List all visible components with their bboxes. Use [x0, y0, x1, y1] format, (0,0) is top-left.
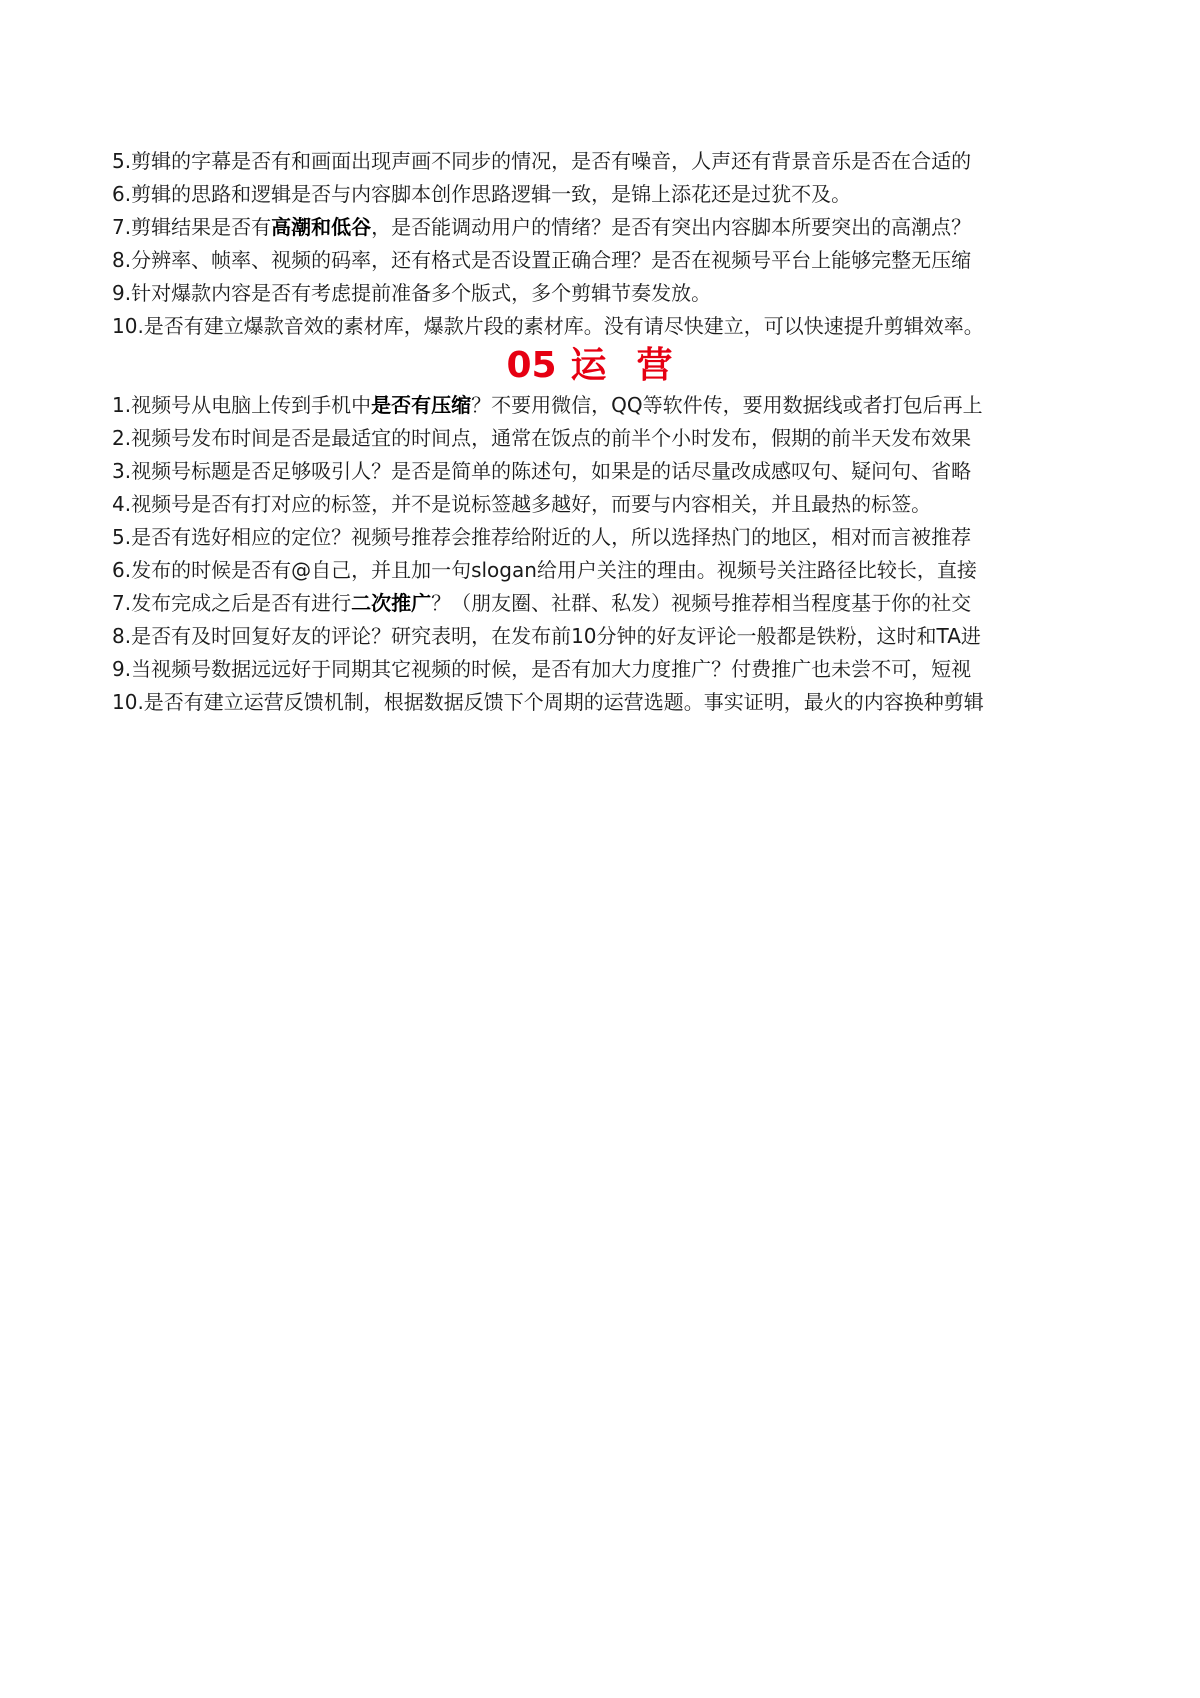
- list-item: 5.是否有选好相应的定位？视频号推荐会推荐给附近的人，所以选择热门的地区，相对而言被推荐: [112, 525, 972, 549]
- emphasis-text: 高潮和低谷: [271, 215, 372, 239]
- list-item: 5.剪辑的字幕是否有和画面出现声画不同步的情况，是否有噪音，人声还有背景音乐是否在合适的: [112, 149, 972, 173]
- list-item: 10.是否有建立运营反馈机制，根据数据反馈下个周期的运营选题。事实证明，最火的内容换种剪辑: [112, 690, 984, 714]
- list-item: 8.是否有及时回复好友的评论？研究表明，在发布前10分钟的好友评论一般都是铁粉，这时和TA进: [112, 624, 981, 648]
- section-title: 运营: [570, 345, 703, 386]
- emphasis-text: 二次推广: [351, 591, 432, 615]
- list-item: 3.视频号标题是否足够吸引人？是否是简单的陈述句，如果是的话尽量改成感叹句、疑问句、省略: [112, 459, 972, 483]
- list-item: 6.发布的时候是否有@自己，并且加一句slogan给用户关注的理由。视频号关注路径比较长，直接: [112, 558, 977, 582]
- list-item: 4.视频号是否有打对应的标签，并不是说标签越多越好，而要与内容相关，并且最热的标签。: [112, 492, 932, 516]
- list-item: 10.是否有建立爆款音效的素材库，爆款片段的素材库。没有请尽快建立，可以快速提升剪辑效率。: [112, 314, 984, 338]
- document-body: [112, 145, 1097, 719]
- list-item: 8.分辨率、帧率、视频的码率，还有格式是否设置正确合理？是否在视频号平台上能够完整无压缩: [112, 248, 972, 272]
- editing-checklist: [112, 145, 1097, 343]
- list-item: 6.剪辑的思路和逻辑是否与内容脚本创作思路逻辑一致，是锦上添花还是过犹不及。: [112, 182, 852, 206]
- list-item: 7.剪辑结果是否有高潮和低谷，是否能调动用户的情绪？是否有突出内容脚本所要突出的高潮点？: [112, 215, 972, 239]
- emphasis-text: 是否有压缩: [371, 393, 472, 417]
- list-item: 7.发布完成之后是否有进行二次推广？（朋友圈、社群、私发）视频号推荐相当程度基于你的社交: [112, 591, 972, 615]
- section-heading-operations: [112, 343, 1097, 389]
- list-item: 9.针对爆款内容是否有考虑提前准备多个版式，多个剪辑节奏发放。: [112, 281, 712, 305]
- list-item: 2.视频号发布时间是否是最适宜的时间点，通常在饭点的前半个小时发布，假期的前半天发布效果: [112, 426, 972, 450]
- section-number: 05: [506, 345, 557, 386]
- list-item: 9.当视频号数据远远好于同期其它视频的时候，是否有加大力度推广？付费推广也未尝不可，短视: [112, 657, 972, 681]
- list-item: 1.视频号从电脑上传到手机中是否有压缩？不要用微信，QQ等软件传，要用数据线或者打包后再上: [112, 393, 983, 417]
- operations-checklist: [112, 389, 1097, 719]
